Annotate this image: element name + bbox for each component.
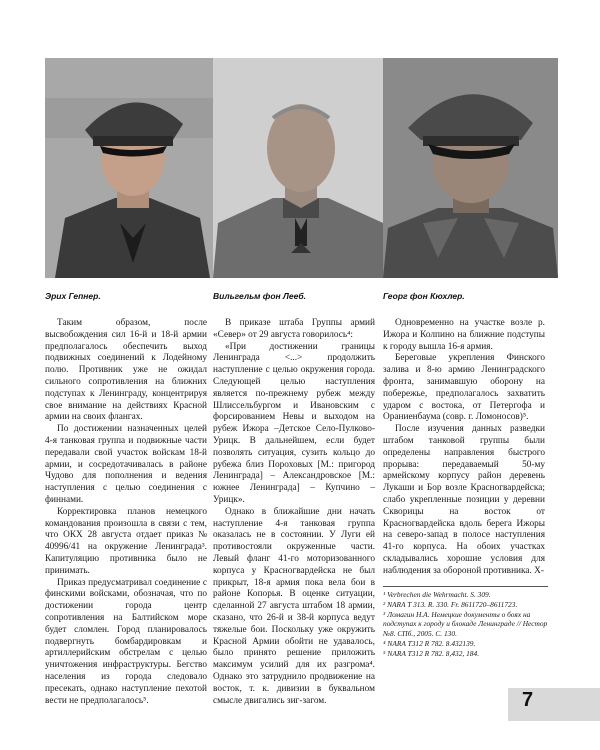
portrait-illustration [45, 58, 220, 278]
footnote: ³ Ломагин Н.А. Немецкие документы о боях на подступах к городу и блокаде Ленинграде // Нестор №8. СПб., 2005. С. 130. [383, 609, 548, 639]
photo-caption: Эрих Гепнер. [45, 291, 101, 301]
paragraph: В приказе штаба Группы армий «Север» от 29 августа говорилось⁴: [213, 318, 375, 340]
paragraph: Приказ предусматривал соединение с финскими войсками, обозначая, что по достижении города центр сопротивления на Балтийском море будет сломлен. Город планировалось подвергнуть бомбардировкам и артиллерийским обстрелам с целью уничтожения инфраструктуры. Бегство населения из города следовало пресекать, однако наступление пехотой вести не предполагалось⁵. [45, 577, 207, 706]
portrait-photo-leeb [213, 58, 388, 278]
paragraph: Береговые укрепления Финского залива и 8-ю армию Ленинградского фронта, занимавшую оборону на побережье, предполагалось захватить ударом с востока, от Петергофа и Ораниенбаума (совр. г. Ломоносов)⁵. [383, 353, 545, 423]
footnote: ¹ Verbrechen die Wehrmacht. S. 309. [383, 590, 491, 599]
footnote: ² NARA T 313. R. 330. Fr. 8611720–8611723. [383, 599, 518, 609]
paragraph: После изучения данных разведки штабом танковой группы были определены направления быстрого прорыва: передаваемый 50-му армейскому корпусу район деревень Лукаши и Бор возле Красногвардейска; слабо укрепленные позиции у деревни Скворицы на восток от Красногвардейска вдоль берега Ижоры на северо-запад в полосе наступления 41-го корпуса. На обоих участках складывались хорошие условия для наблюдения за обороной противника. Х- [383, 424, 545, 576]
footnote: ⁴ NARA T312 R 782. 8.432139. [383, 638, 476, 648]
portrait-illustration [383, 58, 558, 278]
portrait-photo-kuechler [383, 58, 558, 278]
portrait-photo-hoepner [45, 58, 220, 278]
footnotes [383, 586, 548, 659]
page-number: 7 [522, 689, 534, 711]
paragraph: «При достижении границы Ленинграда <...> продолжить наступление с целью окружения города. Следующей целью наступления является по-прежнему рубеж между Шлиссельбургом и Ивановским с форсированием Невы и выходом на рубеж Ижора –Детское Село-Пулково-Урицк. В дальнейшем, если будет позволять ситуация, сузить кольцо до рубежа близ Пороховых [М.: пригород Ленинграда] – Александровское [М.: южнее Ленинграда] – Купчино – Урицк». [213, 341, 375, 505]
photo-caption: Георг фон Кюхлер. [383, 291, 465, 301]
text-column-1 [45, 318, 207, 707]
paragraph: Однако в ближайшие дни начать наступление 4-я танковая группа оказалась не в состоянии. У Луги ей противостояли окруженные части. Левый фланг 41-го моторизованного корпуса у Красногвардейска не был прикрыт, 18-я армия пока вела бои в районе Копорья. В оценке ситуации, сделанной 27 августа штабом 18 армии, сказано, что 26-й и 38-й корпуса ведут тяжелые бои. Поскольку уже окружить Красной Армии обойти не удавалось, было принято решение приложить максимум усилий для их разгрома⁴. Однако это затруднило продвижение на восток, т. к. дивизии в буквальном смысле двигались зиг-загом. [213, 506, 375, 706]
paragraph: Таким образом, после высвобождения сил 16-й и 18-й армии предполагалось обеспечить выход подвижных соединений к Лодейному полю. Противник уже не ожидал сильного сопротивления на ближних подступах к Ленинграду, концентрируя свое внимание на действиях Красной армии на своих флангах. [45, 318, 207, 423]
paragraph: Корректировка планов немецкого командования произошла в связи с тем, что ОКХ 28 августа отдает приказ № 40996/41 на окружение Ленинграда³. Капитуляцию противника было не принимать. [45, 506, 207, 576]
footnote: ⁵ NARA T312 R 782. 8,432, 184. [383, 648, 480, 658]
text-column-3 [383, 318, 545, 578]
paragraph: По достижении назначенных целей 4-я танковая группа и подвижные части передавали свой участок войскам 18-й армии, и сосредотачивалась в районе Чудово для пополнения и ведения наступления с целью соединения с финнами. [45, 424, 207, 505]
portrait-illustration [213, 58, 388, 278]
photo-caption: Вильгельм фон Лееб. [213, 291, 307, 301]
paragraph: Одновременно на участке возле р. Ижора и Колпино на ближние подступы к городу вышла 16-я армия. [383, 318, 545, 352]
text-column-2 [213, 318, 375, 707]
